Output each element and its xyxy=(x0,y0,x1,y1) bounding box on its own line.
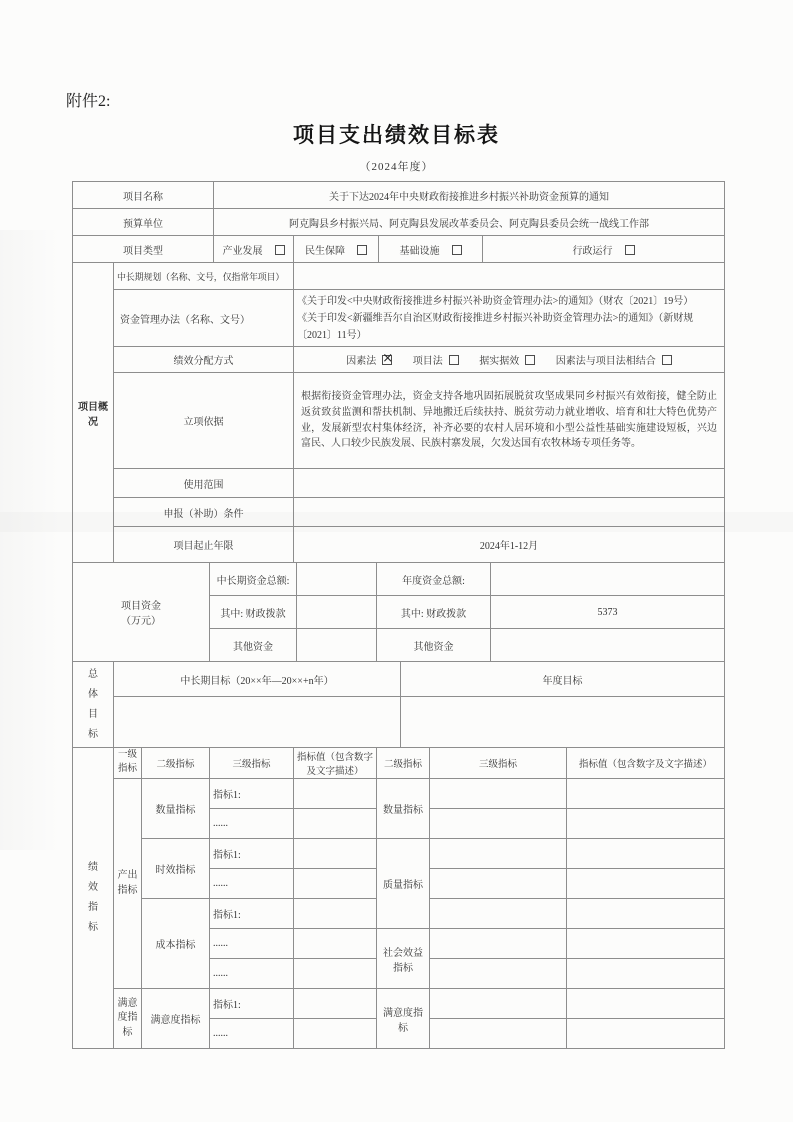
indicator-value-cell xyxy=(294,899,377,929)
indicator-value-cell xyxy=(294,839,377,869)
level3-header-right: 三级指标 xyxy=(430,748,567,779)
basis-label: 立项依据 xyxy=(114,373,294,469)
checkbox-icon xyxy=(625,245,635,255)
attachment-label: 附件2: xyxy=(66,93,111,110)
value-header: 指标值（包含数字及文字描述） xyxy=(294,748,377,779)
funds-section-label xyxy=(73,563,210,662)
indicator-row-label: ...... xyxy=(210,869,294,899)
page-subtitle: （2024年度） xyxy=(359,161,434,173)
indicator-cell xyxy=(430,809,567,839)
indicator-cell xyxy=(430,779,567,809)
indicator-cell xyxy=(430,1019,567,1049)
overall-goal-table xyxy=(72,661,725,748)
level2-header: 二级指标 xyxy=(142,748,210,779)
fund-method-line: 《关于印发<中央财政衔接推进乡村振兴补助资金管理办法>的通知》（财农〔2021〕19号） xyxy=(297,295,694,307)
funds-label-line: 项目资金 xyxy=(121,601,161,612)
quantity-indicator-label: 数量指标 xyxy=(142,779,210,839)
indicator-row-label: ...... xyxy=(210,809,294,839)
satisfaction-indicator-label-right: 满意度指标 xyxy=(377,989,430,1049)
page-title: 项目支出绩效目标表 xyxy=(293,123,500,147)
indicator-value-cell xyxy=(294,989,377,1019)
overview-section-label: 项目概况 xyxy=(73,263,114,563)
level3-header: 三级指标 xyxy=(210,748,294,779)
level2-header-right: 二级指标 xyxy=(377,748,430,779)
budget-unit-label: 预算单位 xyxy=(73,209,214,236)
project-funds-table xyxy=(72,562,725,662)
midterm-plan-value-cell xyxy=(294,263,725,290)
social-benefit-indicator-label-right: 社会效益指标 xyxy=(377,929,430,989)
budget-unit-value: 阿克陶县乡村振兴局、阿克陶县发展改革委员会、阿克陶县委员会统一战线工作部 xyxy=(214,209,725,236)
indicator-value-cell xyxy=(294,809,377,839)
alloc-option xyxy=(556,356,672,367)
indicator-row-label: ...... xyxy=(210,1019,294,1049)
midterm-fiscal-label: 其中: 财政拨款 xyxy=(210,596,297,629)
value-header-right: 指标值（包含数字及文字描述） xyxy=(567,748,725,779)
fund-method-label: 资金管理办法（名称、文号） xyxy=(114,290,294,347)
overall-goal-section-label: 总体目标 xyxy=(73,662,114,748)
indicator-row-label: 指标1: xyxy=(210,989,294,1019)
checkbox-icon xyxy=(357,245,367,255)
indicator-value-cell xyxy=(567,1019,725,1049)
option-label: 因素法 xyxy=(346,356,377,367)
indicator-value-cell xyxy=(294,1019,377,1049)
checkbox-checked-icon xyxy=(382,355,392,365)
fund-method-value xyxy=(294,290,725,347)
indicator-value-cell xyxy=(294,869,377,899)
annual-goal-header: 年度目标 xyxy=(401,662,725,697)
indicator-cell xyxy=(430,989,567,1019)
midterm-plan-label: 中长期规划（名称、文号，仅指常年项目） xyxy=(114,263,294,290)
project-name-label: 项目名称 xyxy=(73,182,214,209)
project-period-value: 2024年1-12月 xyxy=(294,527,725,563)
indicator-value-cell xyxy=(567,869,725,899)
indicator-cell xyxy=(430,899,567,929)
timeliness-indicator-label: 时效指标 xyxy=(142,839,210,899)
indicator-value-cell xyxy=(567,809,725,839)
basis-value: 根据衔接资金管理办法，资金支持各地巩固拓展脱贫攻坚成果同乡村振兴有效衔接，健全防止返贫致贫监测和帮扶机制、异地搬迁后续扶持、脱贫劳动力就业增收、培育和壮大特色优势产业，发展新型农村集体经济，补齐必要的农村人居环境和小型公益性基础实施建设短板，兴边富民、人口较少民族发展、民族村寨发展，欠发达国有农牧林场专项任务等。 xyxy=(294,373,725,469)
project-type-label: 项目类型 xyxy=(73,236,214,263)
fund-method-line: 《关于印发<新疆维吾尔自治区财政衔接推进乡村振兴补助资金管理办法>的通知》（新财规〔2021〕11号） xyxy=(297,312,694,341)
annual-fiscal-value: 5373 xyxy=(491,596,725,629)
indicator-cell xyxy=(430,929,567,959)
project-type-option xyxy=(223,246,285,257)
indicator-value-cell xyxy=(567,959,725,989)
indicator-value-cell xyxy=(567,989,725,1019)
scope-label: 使用范围 xyxy=(114,469,294,498)
project-type-option xyxy=(305,246,367,257)
indicator-row-label: ...... xyxy=(210,929,294,959)
annual-fiscal-label: 其中: 财政拨款 xyxy=(377,596,491,629)
project-type-option xyxy=(573,246,635,257)
midterm-goal-value-cell xyxy=(114,697,401,748)
annual-total-label: 年度资金总额: xyxy=(377,563,491,596)
midterm-other-label: 其他资金 xyxy=(210,629,297,662)
level1-header: 一级指标 xyxy=(114,748,142,779)
level1-satisfaction-label: 满意度指标 xyxy=(114,989,142,1049)
midterm-fiscal-value-cell xyxy=(297,596,377,629)
alloc-option xyxy=(346,356,392,367)
annual-other-label: 其他资金 xyxy=(377,629,491,662)
indicator-value-cell xyxy=(567,779,725,809)
alloc-option xyxy=(479,356,535,367)
scope-value-cell xyxy=(294,469,725,498)
indicator-row-label: 指标1: xyxy=(210,779,294,809)
alloc-method-label: 绩效分配方式 xyxy=(114,347,294,373)
checkbox-icon xyxy=(525,355,535,365)
midterm-goal-header: 中长期目标（20××年—20××+n年） xyxy=(114,662,401,697)
indicator-value-cell xyxy=(294,929,377,959)
checkbox-icon xyxy=(452,245,462,255)
midterm-total-value-cell xyxy=(297,563,377,596)
basic-info-table xyxy=(72,181,725,236)
indicator-value-cell xyxy=(567,899,725,929)
cost-indicator-label: 成本指标 xyxy=(142,899,210,989)
option-label: 民生保障 xyxy=(305,245,345,257)
level1-output-label: 产出指标 xyxy=(114,779,142,989)
indicator-row-label: ...... xyxy=(210,959,294,989)
indicators-section-label: 绩效指标 xyxy=(73,748,114,1049)
funds-label-line: （万元） xyxy=(121,616,161,627)
project-period-label: 项目起止年限 xyxy=(114,527,294,563)
indicator-value-cell xyxy=(294,779,377,809)
indicator-value-cell xyxy=(567,929,725,959)
annual-goal-value-cell xyxy=(401,697,725,748)
apply-condition-value-cell xyxy=(294,498,725,527)
alloc-method-options xyxy=(294,347,725,373)
option-label: 据实据效 xyxy=(479,356,520,367)
project-type-table xyxy=(72,235,725,263)
indicator-cell xyxy=(430,839,567,869)
satisfaction-indicator-label: 满意度指标 xyxy=(142,989,210,1049)
annual-total-value-cell xyxy=(491,563,725,596)
checkbox-icon xyxy=(275,245,285,255)
project-name-value: 关于下达2024年中央财政衔接推进乡村振兴补助资金预算的通知 xyxy=(214,182,725,209)
option-label: 行政运行 xyxy=(572,245,613,257)
quality-indicator-label-right: 质量指标 xyxy=(377,839,430,929)
option-label: 产业发展 xyxy=(222,245,263,257)
indicator-cell xyxy=(430,959,567,989)
performance-indicators-table xyxy=(72,747,725,1049)
checkbox-icon xyxy=(662,355,672,365)
checkbox-icon xyxy=(449,355,459,365)
midterm-other-value-cell xyxy=(297,629,377,662)
indicator-row-label: 指标1: xyxy=(210,839,294,869)
project-type-option xyxy=(400,246,462,257)
scan-smudge xyxy=(0,230,60,850)
apply-condition-label: 申报（补助）条件 xyxy=(114,498,294,527)
option-label: 项目法 xyxy=(412,356,443,367)
alloc-option xyxy=(413,356,459,367)
indicator-value-cell xyxy=(567,839,725,869)
quantity-indicator-label-right: 数量指标 xyxy=(377,779,430,839)
indicator-row-label: 指标1: xyxy=(210,899,294,929)
option-label: 因素法与项目法相结合 xyxy=(555,356,656,367)
indicator-cell xyxy=(430,869,567,899)
midterm-total-label: 中长期资金总额: xyxy=(210,563,297,596)
project-overview-table xyxy=(72,262,725,563)
indicator-value-cell xyxy=(294,959,377,989)
annual-other-value-cell xyxy=(491,629,725,662)
option-label: 基础设施 xyxy=(399,245,440,257)
